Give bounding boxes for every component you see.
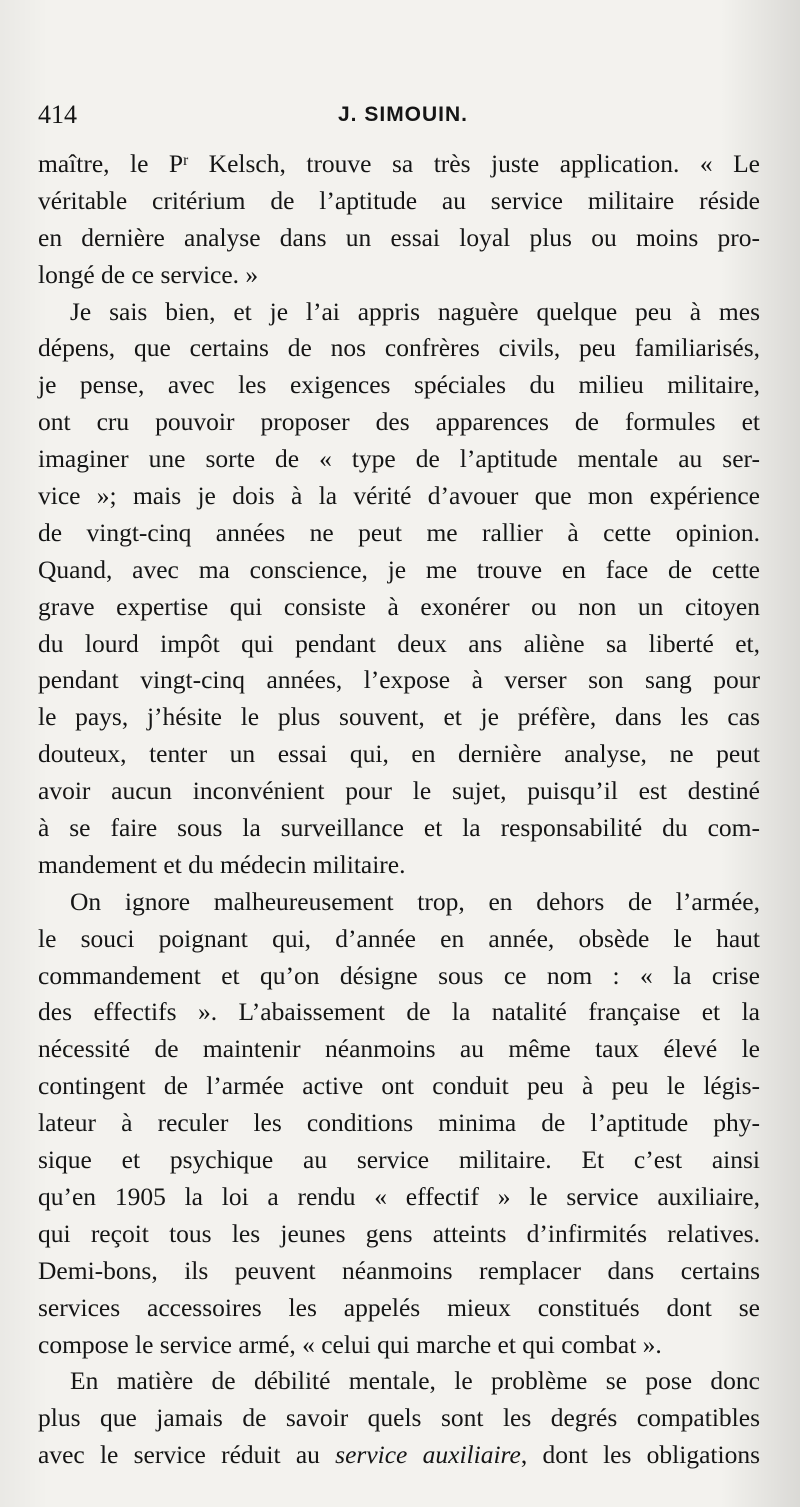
text-line: grave expertise qui consiste à exonérer ou non un citoyen: [38, 591, 760, 621]
text-line: contingent de l’armée active ont conduit peu à peu le légis-: [38, 1071, 760, 1101]
text-line: véritable critérium de l’aptitude au service militaire réside: [38, 185, 760, 215]
body-text: [38, 146, 760, 1474]
text-line: Je sais bien, et je l’ai appris naguère quelque peu à mes: [70, 296, 760, 326]
text-line: commandement et qu’on désigne sous ce nom : « la crise: [38, 960, 760, 990]
text-line: qui reçoit tous les jeunes gens atteints d’infirmités relatives.: [38, 1218, 760, 1248]
text-line: mandement et du médecin militaire.: [38, 849, 406, 879]
text-line: des effectifs ». L’abaissement de la natalité française et la: [38, 997, 760, 1027]
text-line: compose le service armé, « celui qui marche et qui combat ».: [38, 1329, 662, 1359]
text-line: nécessité de maintenir néanmoins au même taux élevé le: [38, 1034, 760, 1064]
text-line: ont cru pouvoir proposer des apparences de formules et: [38, 407, 760, 437]
text-line: Quand, avec ma conscience, je me trouve en face de cette: [38, 554, 760, 584]
italic-term: service auxiliaire: [335, 1440, 521, 1470]
text-line: avoir aucun inconvénient pour le sujet, puisqu’il est destiné: [38, 776, 760, 806]
text-line: le souci poignant qui, d’année en année, obsède le haut: [38, 923, 760, 953]
text-line: à se faire sous la surveillance et la responsabilité du com-: [38, 813, 760, 843]
text-line: On ignore malheureusement trop, en dehors de l’armée,: [70, 886, 760, 916]
text-line: je pense, avec les exigences spéciales du milieu militaire,: [38, 370, 760, 400]
text-line: lateur à reculer les conditions minima de l’aptitude phy-: [38, 1108, 760, 1138]
text-line: sique et psychique au service militaire. Et c’est ainsi: [38, 1145, 760, 1175]
page-header: [38, 100, 758, 140]
text-line: imaginer une sorte de « type de l’aptitude mentale au ser-: [38, 444, 760, 474]
running-head: J. SIMOUIN.: [338, 103, 469, 126]
text-line: longé de ce service. »: [38, 259, 259, 289]
text-line: plus que jamais de savoir quels sont les degrés compatibles: [38, 1403, 760, 1433]
text-line: en dernière analyse dans un essai loyal plus ou moins pro-: [38, 222, 760, 252]
superscript: r: [183, 152, 189, 170]
text-line: du lourd impôt qui pendant deux ans aliène sa liberté et,: [38, 628, 760, 658]
text-line: le pays, j’hésite le plus souvent, et je préfère, dans les cas: [38, 702, 760, 732]
page-number: 414: [38, 100, 77, 129]
text-line: En matière de débilité mentale, le problème se pose donc: [70, 1366, 760, 1396]
text-line: maître, le $P^r$ Kelsch, trouve sa très juste application. « Le: [38, 149, 760, 178]
text-line: pendant vingt-cinq années, l’expose à verser son sang pour: [38, 665, 760, 695]
text-line: avec le service réduit au service auxiliaire, dont les obligations: [38, 1440, 760, 1470]
text-line: douteux, tenter un essai qui, en dernière analyse, ne peut: [38, 739, 760, 769]
text-line: dépens, que certains de nos confrères civils, peu familiarisés,: [38, 333, 760, 363]
text-line: services accessoires les appelés mieux constitués dont se: [38, 1292, 760, 1322]
text-line: Demi-bons, ils peuvent néanmoins remplacer dans certains: [38, 1255, 760, 1285]
text-line: vice »; mais je dois à la vérité d’avouer que mon expérience: [38, 481, 760, 511]
text-line: de vingt-cinq années ne peut me rallier à cette opinion.: [38, 517, 760, 547]
text-line: qu’en 1905 la loi a rendu « effectif » le service auxiliaire,: [38, 1181, 760, 1211]
